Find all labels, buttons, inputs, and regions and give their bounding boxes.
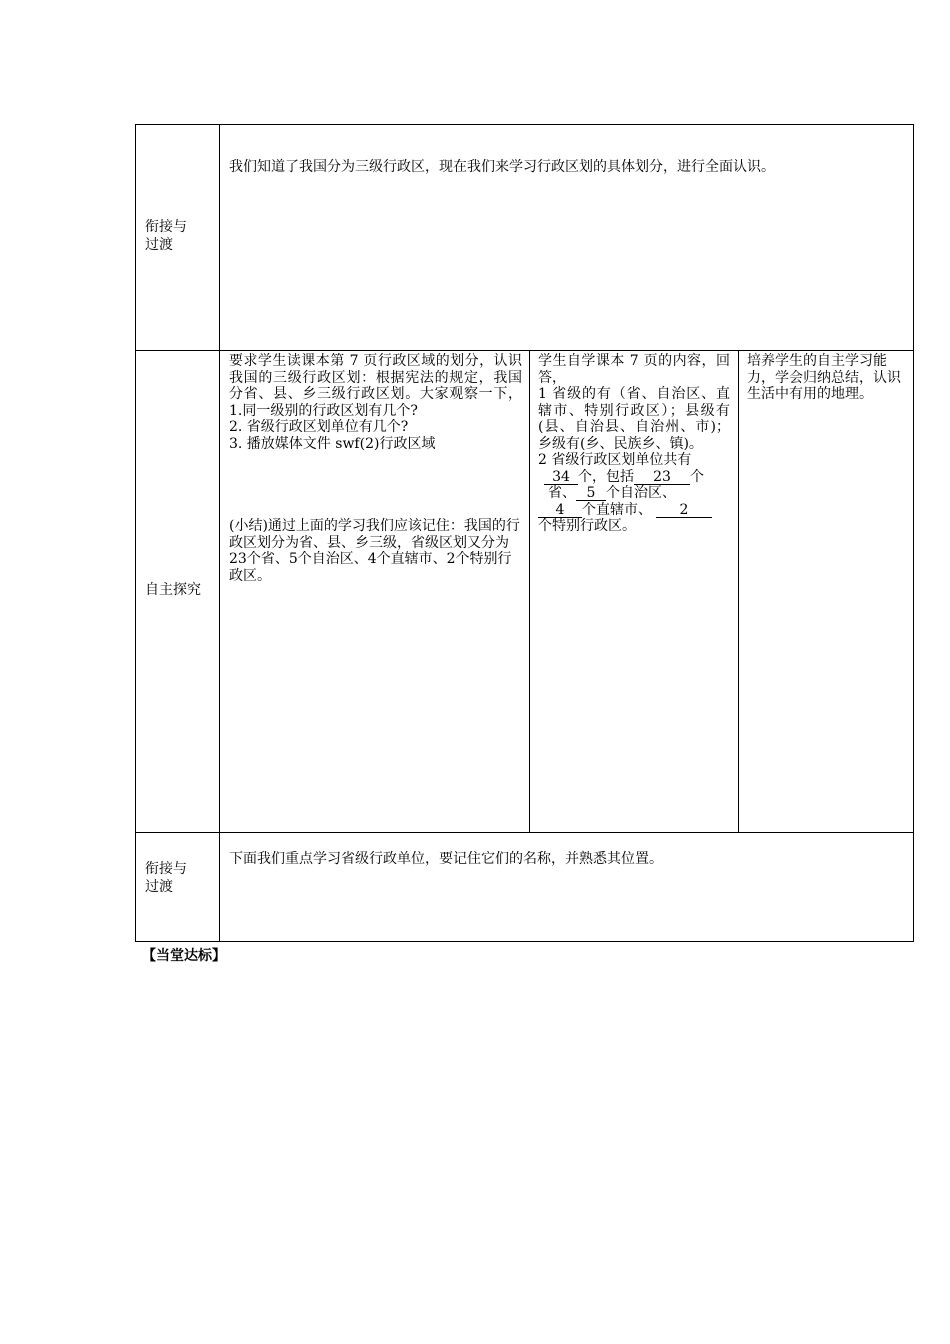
table-border-left [135, 124, 136, 942]
label-line: 衔接与 [145, 861, 187, 877]
teacher-instruction: 要求学生读课本第 7 页行政区域的划分，认识我国的三级行政区划：根据宪法的规定，我国分省、县、乡三级行政区划。大家观察一下，1.同一级别的行政区划有几个? [229, 353, 522, 419]
row-divider [135, 350, 914, 351]
table-border-bottom [135, 941, 914, 942]
teacher-activity [229, 353, 522, 584]
row-label-explore: 自主探究 [145, 582, 201, 598]
row-label-transition [145, 860, 187, 896]
student-activity [538, 353, 730, 535]
blank-total: 34 [544, 470, 578, 485]
label-line: 过渡 [145, 879, 173, 895]
row-label-transition [145, 218, 187, 254]
table-border-right [913, 124, 914, 942]
student-answer-levels: 1 省级的有（省、自治区、直辖市、特别行政区）；县级有(县、自治县、自治州、市)；乡级有(乡、民族乡、镇)。 [538, 386, 730, 452]
column-divider [219, 124, 220, 942]
design-intent: 培养学生的自主学习能力，学会归纳总结，认识生活中有用的地理。 [747, 353, 901, 402]
blank-municipalities: 4 [538, 503, 582, 518]
column-divider [738, 350, 739, 833]
table-border-top [135, 124, 914, 125]
label-line: 衔接与 [145, 219, 187, 235]
row-divider [135, 832, 914, 833]
column-divider [529, 350, 530, 833]
blank-autonomous: 5 [576, 486, 606, 501]
blank-provinces: 23 [634, 470, 690, 485]
transition-content: 下面我们重点学习省级行政单位，要记住它们的名称，并熟悉其位置。 [229, 851, 663, 867]
student-answer-counts: 2 省级行政区划单位共有 34 个，包括 23 个 省、 5 个自治区、 4 个直辖市、 2 个特别行政区。 [538, 452, 730, 535]
blank-sar: 2 [656, 503, 712, 518]
teacher-question: 2. 省级行政区划单位有几个? [229, 419, 409, 435]
section-heading: 【当堂达标】 [142, 948, 226, 964]
teacher-question: 3. 播放媒体文件 swf(2)行政区域 [229, 435, 436, 452]
teacher-summary: (小结)通过上面的学习我们应该记住：我国的行政区划分为省、县、乡三级，省级区划又分为23个省、5个自治区、4个直辖市、2个特别行政区。 [229, 518, 520, 584]
transition-content: 我们知道了我国分为三级行政区，现在我们来学习行政区划的具体划分，进行全面认识。 [229, 159, 775, 175]
student-intro: 学生自学课本 7 页的内容，回答， [538, 353, 730, 386]
label-line: 过渡 [145, 237, 173, 253]
